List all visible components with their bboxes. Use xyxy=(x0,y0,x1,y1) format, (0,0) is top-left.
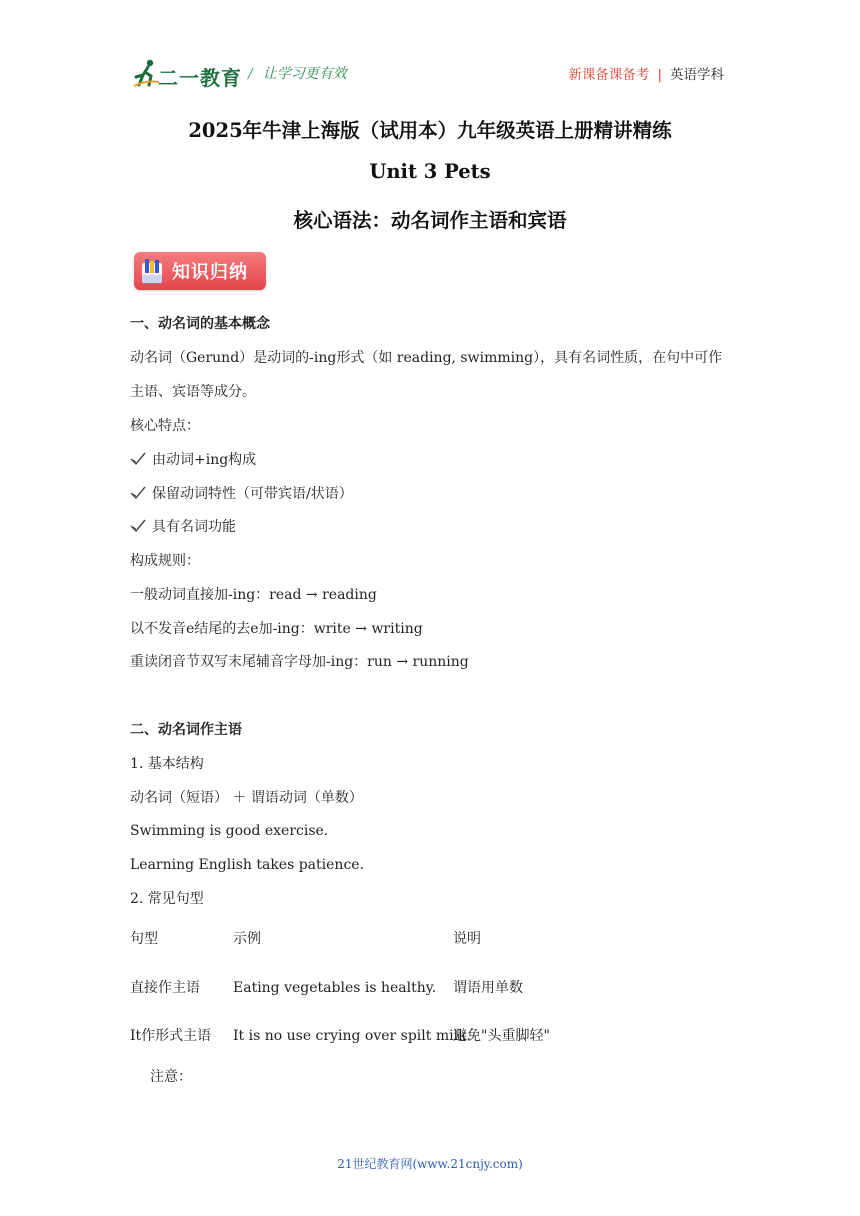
table-cell: 避免"头重脚轻" xyxy=(453,1028,550,1044)
section1-paragraph-line1: 动名词（Gerund）是动词的-ing形式（如 reading, swimming），具有名词性质，在句中可作 xyxy=(130,350,723,366)
table-header-pattern: 句型 xyxy=(130,931,158,947)
header-right xyxy=(568,63,724,83)
subsection-basic-structure: 1. 基本结构 xyxy=(130,756,204,772)
feature-text: 保留动词特性（可带宾语/状语） xyxy=(152,486,353,502)
logo xyxy=(130,58,242,90)
doc-title: 2025年牛津上海版（试用本）九年级英语上册精讲精练 xyxy=(188,119,672,142)
rule-item: 重读闭音节双写末尾辅音字母加-ing：run → running xyxy=(130,654,469,670)
check-icon xyxy=(130,486,146,500)
header-tagline: 新课备课备考 xyxy=(568,67,650,83)
table-cell: 谓语用单数 xyxy=(453,980,523,996)
book-icon xyxy=(140,257,164,285)
feature-item xyxy=(130,484,353,504)
table-header-example: 示例 xyxy=(233,931,261,947)
slogan-text: 让学习更有效 xyxy=(262,66,347,82)
feature-item xyxy=(130,450,256,470)
header-divider: | xyxy=(657,67,662,83)
feature-text: 具有名词功能 xyxy=(152,519,236,535)
section1-paragraph-line2: 主语、宾语等成分。 xyxy=(130,384,256,400)
check-icon xyxy=(130,519,146,533)
example-sentence: Learning English takes patience. xyxy=(130,857,365,873)
subsection-common-patterns: 2. 常见句型 xyxy=(130,891,204,907)
slogan-slash: / xyxy=(248,66,253,82)
core-features-label: 核心特点： xyxy=(130,418,200,434)
table-header-note: 说明 xyxy=(453,931,481,947)
rules-label: 构成规则： xyxy=(130,553,200,569)
table-cell: Eating vegetables is healthy. xyxy=(233,980,437,996)
page-header xyxy=(130,58,730,94)
table-cell: It is no use crying over spilt milk. xyxy=(233,1028,472,1044)
grammar-title: 核心语法：动名词作主语和宾语 xyxy=(293,209,567,232)
example-sentence: Swimming is good exercise. xyxy=(130,823,329,839)
feature-item xyxy=(130,517,236,537)
rule-item: 一般动词直接加-ing：read → reading xyxy=(130,587,377,603)
rule-item: 以不发音e结尾的去e加-ing：write → writing xyxy=(130,621,423,637)
runner-logo-icon xyxy=(132,58,160,88)
section1-heading: 一、动名词的基本概念 xyxy=(130,316,270,332)
table-cell: It作形式主语 xyxy=(130,1028,212,1044)
section2-heading: 二、动名词作主语 xyxy=(130,722,242,738)
header-subject: 英语学科 xyxy=(670,67,724,83)
logo-text: 二一教育 xyxy=(158,66,242,90)
feature-text: 由动词+ing构成 xyxy=(152,452,257,468)
footer-link[interactable]: 21世纪教育网(www.21cnjy.com) xyxy=(337,1157,523,1171)
table-cell: 直接作主语 xyxy=(130,980,200,996)
structure-formula: 动名词（短语） ＋ 谓语动词（单数） xyxy=(130,790,363,806)
badge-label: 知识归纳 xyxy=(172,262,248,283)
note-label: 注意： xyxy=(150,1069,192,1085)
knowledge-summary-badge xyxy=(134,252,266,290)
check-icon xyxy=(130,452,146,466)
unit-title: Unit 3 Pets xyxy=(369,160,491,183)
slogan xyxy=(248,63,347,83)
